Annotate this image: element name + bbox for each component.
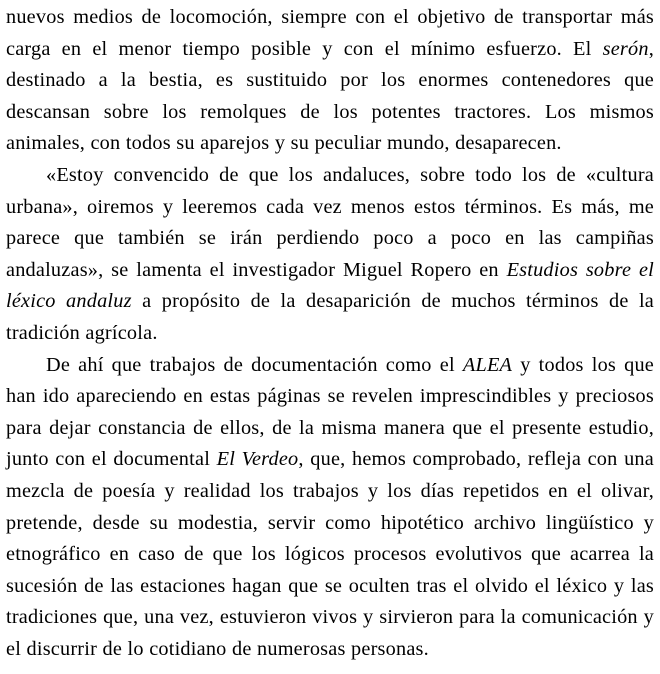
text-run: a propósito de la desaparición de muchos términos de la tradición agrícola. [6, 290, 654, 344]
paragraph-3 [6, 350, 654, 666]
italic-run: serón [602, 37, 649, 60]
italic-run: El Verdeo [216, 448, 299, 471]
italic-run: Estudios sobre el léxico andaluz [6, 258, 654, 313]
italic-run: ALEA [462, 353, 513, 376]
document-body [6, 2, 654, 665]
text-run: «Estoy convencido de que los andaluces, sobre todo los de «cultura urbana», oiremos y leeremos cada vez menos estos términos. Es más, me parece que también se irán perdiendo poco a poco en las campiñas andaluzas», se lamenta el investigador Miguel Ropero en [6, 163, 654, 281]
text-run: , que, hemos comprobado, refleja con una mezcla de poesía y realidad los trabajos y los días repetidos en el olivar, pretende, desde su modestia, servir como hipotético archivo lingüístico y etnográfico en caso de que los lógicos procesos evolutivos que acarrea la sucesión de las estaciones hagan que se oculten tras el olvido el léxico y las tradiciones que, una vez, estuvieron vivos y sirvieron para la comunicación y el discurrir de lo cotidiano de numerosas personas. [6, 448, 654, 660]
text-run: , destinado a la bestia, es sustituido por los enormes contenedores que descansan sobre los remolques de los potentes tractores. Los mismos animales, con todos su aparejos y su peculiar mundo, desaparecen. [6, 37, 654, 155]
text-run: nuevos medios de locomoción, siempre con el objetivo de transportar más carga en el menor tiempo posible y con el mínimo esfuerzo. El [6, 6, 654, 60]
text-run: y todos los que han ido apareciendo en estas páginas se revelen imprescindibles y preciosos para dejar constancia de ellos, de la misma manera que el presente estudio, junto con el documental [6, 353, 654, 471]
paragraph-2 [6, 160, 654, 350]
paragraph-1 [6, 2, 654, 160]
text-run: De ahí que trabajos de documentación como el [46, 353, 463, 376]
